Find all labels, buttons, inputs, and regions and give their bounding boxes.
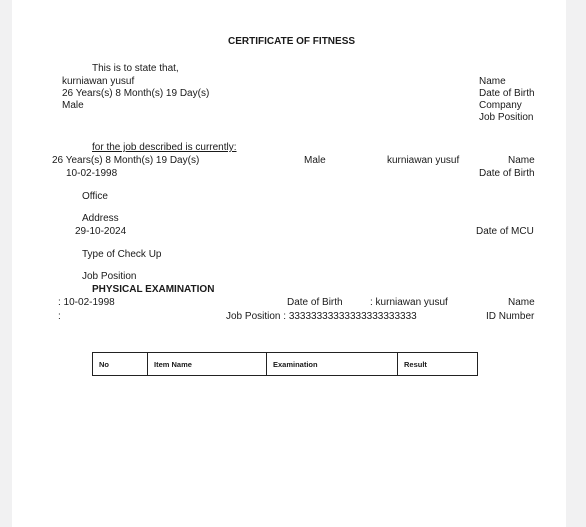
exam-job-position-text: Job Position : 33333333333333333333333 bbox=[226, 311, 417, 322]
job-dob-label: Date of Birth bbox=[479, 168, 535, 179]
patient-name-value: kurniawan yusuf bbox=[62, 76, 135, 87]
patient-dob-label: Date of Birth bbox=[479, 88, 535, 99]
header-item-name: Item Name bbox=[148, 353, 267, 376]
exam-id-label: ID Number bbox=[486, 311, 535, 322]
job-heading: for the job described is currently: bbox=[92, 142, 237, 153]
job-position-label: Job Position bbox=[82, 271, 137, 282]
exam-name-label: Name bbox=[508, 297, 535, 308]
job-name-label: Name bbox=[508, 155, 535, 166]
exam-dob-value: : 10-02-1998 bbox=[58, 297, 115, 308]
table-header-row bbox=[93, 353, 478, 376]
exam-dob-label: Date of Birth bbox=[287, 297, 343, 308]
header-result: Result bbox=[398, 353, 478, 376]
header-no: No bbox=[93, 353, 148, 376]
job-dob-value: 10-02-1998 bbox=[66, 168, 118, 179]
job-checkup-label: Type of Check Up bbox=[82, 249, 162, 260]
job-office-label: Office bbox=[82, 191, 108, 202]
intro-text: This is to state that, bbox=[92, 63, 179, 74]
job-address-label: Address bbox=[82, 213, 119, 224]
exam-colon: : bbox=[58, 311, 61, 322]
job-gender-value: Male bbox=[304, 155, 326, 166]
patient-age-value: 26 Years(s) 8 Month(s) 19 Day(s) bbox=[62, 88, 210, 99]
patient-gender-value: Male bbox=[62, 100, 84, 111]
certificate-title: CERTIFICATE OF FITNESS bbox=[228, 36, 356, 47]
certificate-page bbox=[12, 0, 566, 527]
exam-items-table bbox=[92, 352, 478, 376]
header-examination: Examination bbox=[267, 353, 398, 376]
job-name-value: kurniawan yusuf bbox=[387, 155, 460, 166]
job-mcu-label: Date of MCU bbox=[476, 226, 534, 237]
patient-job-position-label: Job Position bbox=[479, 112, 534, 123]
job-age-value: 26 Years(s) 8 Month(s) 19 Day(s) bbox=[52, 155, 200, 166]
exam-name-value: : kurniawan yusuf bbox=[370, 297, 448, 308]
exam-heading: PHYSICAL EXAMINATION bbox=[92, 284, 215, 295]
patient-company-label: Company bbox=[479, 100, 522, 111]
job-mcu-date-value: 29-10-2024 bbox=[75, 226, 127, 237]
patient-name-label: Name bbox=[479, 76, 506, 87]
